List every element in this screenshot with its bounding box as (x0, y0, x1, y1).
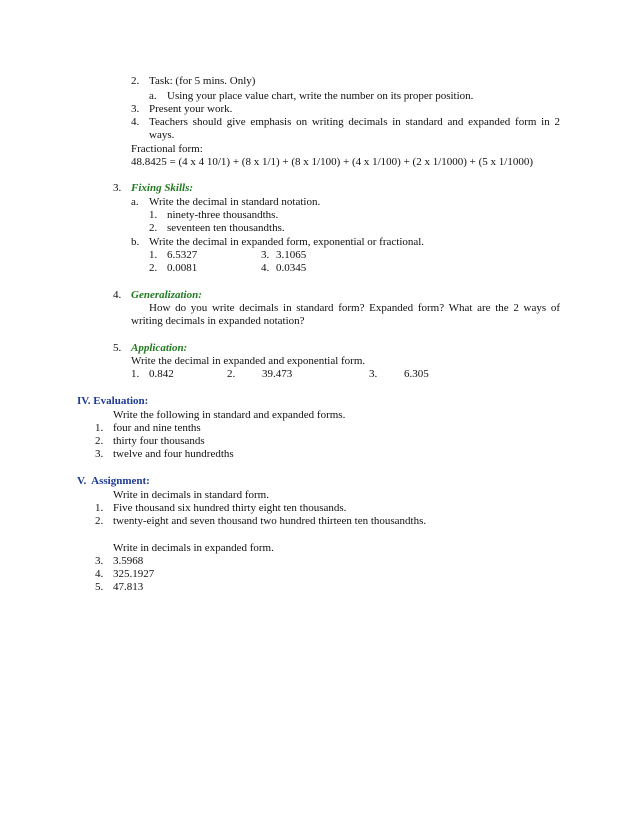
task-item4-number: 4. (131, 116, 140, 128)
assignment-item3-number: 3. (95, 555, 104, 567)
application-item1-value: 0.842 (149, 368, 174, 380)
fixing-skills-title: Fixing Skills: (131, 182, 194, 194)
fixing-b-text: Write the decimal in expanded form, exponential or fractional. (149, 236, 425, 248)
fixing-b3-value: 3.1065 (276, 249, 307, 261)
generalization-line1: How do you write decimals in standard form? Expanded form? What are the 2 ways of (149, 302, 560, 314)
task-sub-a-text: Using your place value chart, write the number on its proper position. (167, 90, 474, 102)
fixing-a1-number: 1. (149, 209, 158, 221)
fixing-a2-number: 2. (149, 222, 158, 234)
evaluation-intro: Write the following in standard and expanded forms. (113, 409, 346, 421)
application-item3-value: 6.305 (404, 368, 429, 380)
evaluation-item1-number: 1. (95, 422, 104, 434)
generalization-line2: writing decimals in expanded notation? (131, 315, 305, 327)
task-item4-line2: ways. (149, 129, 175, 141)
fixing-b4-number: 4. (261, 262, 270, 274)
assignment-item4-number: 4. (95, 568, 104, 580)
application-item2-number: 2. (227, 368, 236, 380)
assignment-item3-text: 3.5968 (113, 555, 144, 567)
application-number: 5. (113, 342, 122, 354)
application-text: Write the decimal in expanded and exponential form. (131, 355, 366, 367)
fixing-b2-number: 2. (149, 262, 158, 274)
fixing-a1-text: ninety-three thousandths. (167, 209, 279, 221)
assignment-item2-number: 2. (95, 515, 104, 527)
task-item4-line1: Teachers should give emphasis on writing decimals in standard and expanded form in 2 (149, 116, 560, 128)
fixing-b2-value: 0.0081 (167, 262, 198, 274)
assignment-item1-number: 1. (95, 502, 104, 514)
task-sub-a-number: a. (149, 90, 157, 102)
fixing-b-label: b. (131, 236, 140, 248)
generalization-number: 4. (113, 289, 122, 301)
task-item3-number: 3. (131, 103, 140, 115)
application-item3-number: 3. (369, 368, 378, 380)
fractional-form-expression: 48.8425 = (4 x 4 10/1) + (8 x 1/1) + (8 x 1/100) + (4 x 1/100) + (2 x 1/1000) + (5 x 1/1000) (131, 156, 534, 168)
evaluation-item2-number: 2. (95, 435, 104, 447)
fixing-b1-value: 6.5327 (167, 249, 198, 261)
task-text: Task: (for 5 mins. Only) (149, 75, 256, 87)
assignment-intro1: Write in decimals in standard form. (113, 489, 269, 501)
assignment-item1-text: Five thousand six hundred thirty eight ten thousands. (113, 502, 347, 514)
fixing-b3-number: 3. (261, 249, 270, 261)
assignment-item5-text: 47.813 (113, 581, 144, 593)
generalization-title: Generalization: (131, 289, 202, 301)
evaluation-item3-text: twelve and four hundredths (113, 448, 234, 460)
evaluation-item2-text: thirty four thousands (113, 435, 205, 447)
task-item3-text: Present your work. (149, 103, 233, 115)
application-title: Application: (131, 342, 188, 354)
application-item1-number: 1. (131, 368, 140, 380)
task-number: 2. (131, 75, 140, 87)
evaluation-heading: IV. Evaluation: (77, 395, 149, 407)
evaluation-item1-text: four and nine tenths (113, 422, 201, 434)
assignment-item2-text: twenty-eight and seven thousand two hundred thirteen ten thousandths. (113, 515, 427, 527)
fractional-form-label: Fractional form: (131, 143, 203, 155)
assignment-item4-text: 325.1927 (113, 568, 155, 580)
evaluation-item3-number: 3. (95, 448, 104, 460)
fixing-b1-number: 1. (149, 249, 158, 261)
fixing-skills-number: 3. (113, 182, 122, 194)
assignment-heading: V. Assignment: (77, 475, 150, 487)
fixing-a-label: a. (131, 196, 139, 208)
assignment-item5-number: 5. (95, 581, 104, 593)
fixing-a2-text: seventeen ten thousandths. (167, 222, 285, 234)
fixing-a-text: Write the decimal in standard notation. (149, 196, 321, 208)
application-item2-value: 39.473 (262, 368, 293, 380)
assignment-intro2: Write in decimals in expanded form. (113, 542, 274, 554)
fixing-b4-value: 0.0345 (276, 262, 307, 274)
